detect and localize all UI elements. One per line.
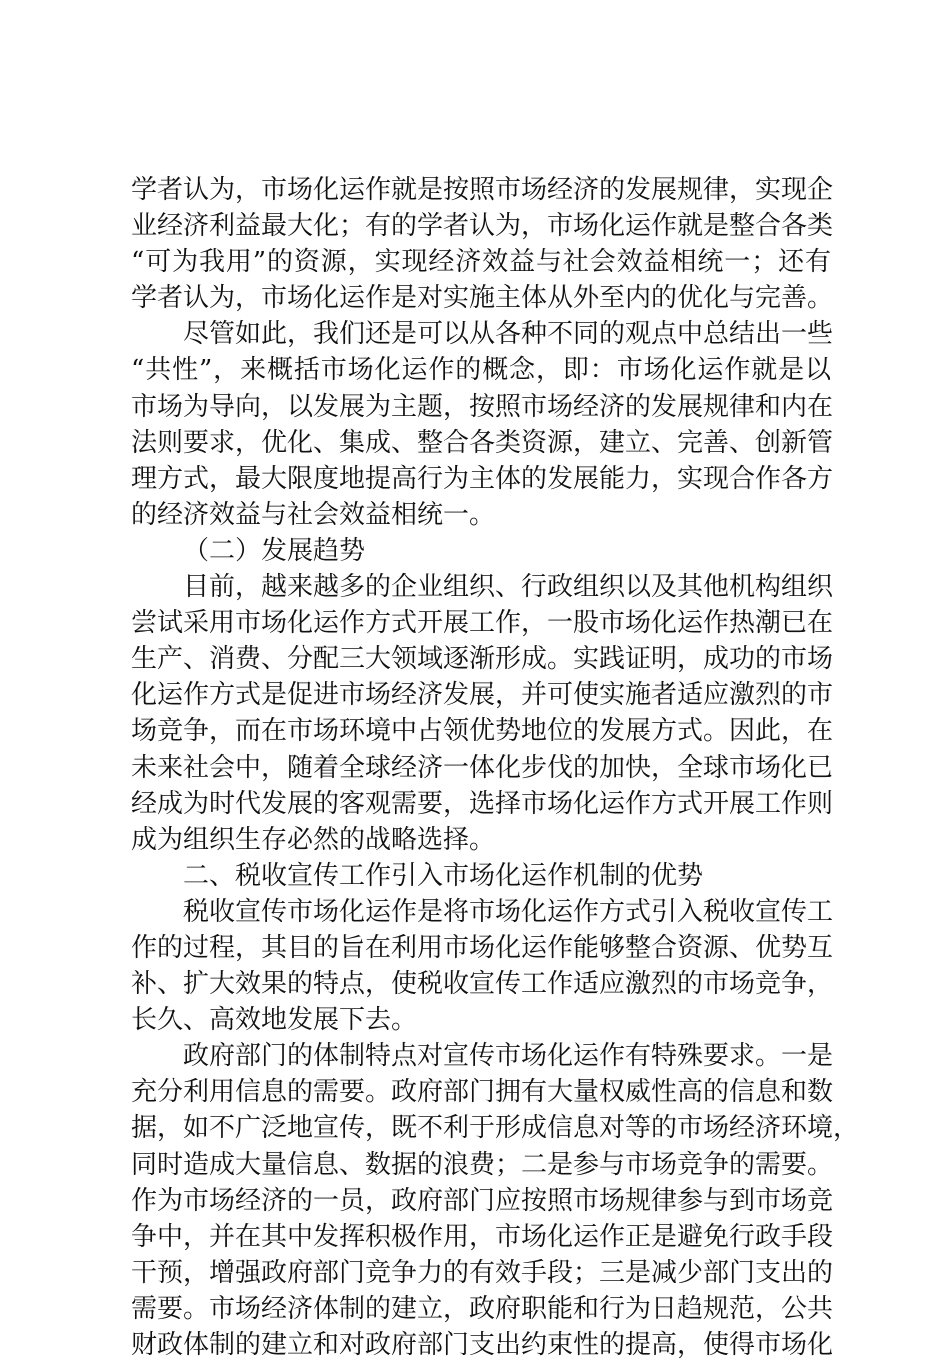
text-line: 理方式，最大限度地提高行为主体的发展能力，实现合作各方 <box>131 463 834 494</box>
text-line: 法则要求，优化、集成、整合各类资源，建立、完善、创新管 <box>131 427 834 458</box>
text-line: 争中，并在其中发挥积极作用，市场化运作正是避免行政手段 <box>131 1221 834 1252</box>
text-line: 充分利用信息的需要。政府部门拥有大量权威性高的信息和数 <box>131 1077 834 1108</box>
heading-text: 二、税收宣传工作引入市场化运作机制的优势 <box>183 860 704 891</box>
text-line: 据，如不广泛地宣传，既不利于形成信息对等的市场经济环境， <box>131 1113 860 1144</box>
section-heading <box>131 858 831 894</box>
text-line: “共性”，来概括市场化运作的概念，即：市场化运作就是以 <box>131 355 831 386</box>
text-line: 未来社会中，随着全球经济一体化步伐的加快，全球市场化已 <box>131 752 834 783</box>
text-line: 目前，越来越多的企业组织、行政组织以及其他机构组织 <box>183 572 834 603</box>
text-line: 市场为导向，以发展为主题，按照市场经济的发展规律和内在 <box>131 391 834 422</box>
text-line: 财政体制的建立和对政府部门支出约束性的提高，使得市场化 <box>131 1330 834 1360</box>
text-line: 生产、消费、分配三大领域逐渐形成。实践证明，成功的市场 <box>131 644 834 675</box>
paragraph <box>131 894 834 1038</box>
text-line: 同时造成大量信息、数据的浪费；二是参与市场竞争的需要。 <box>131 1149 834 1180</box>
text-line: 长久、高效地发展下去。 <box>131 1005 418 1036</box>
text-line: 政府部门的体制特点对宣传市场化运作有特殊要求。一是 <box>183 1041 834 1072</box>
section-heading <box>131 533 831 569</box>
text-line: 税收宣传市场化运作是将市场化运作方式引入税收宣传工 <box>183 896 834 927</box>
text-line: 作为市场经济的一员，政府部门应按照市场规律参与到市场竞 <box>131 1185 834 1216</box>
text-line: 经成为时代发展的客观需要，选择市场化运作方式开展工作则 <box>131 788 834 819</box>
text-line: 场竞争，而在市场环境中占领优势地位的发展方式。因此，在 <box>131 716 834 747</box>
document-body <box>131 172 860 1363</box>
heading-text: （二）发展趋势 <box>183 535 366 566</box>
text-line: 尽管如此，我们还是可以从各种不同的观点中总结出一些 <box>183 319 834 350</box>
text-line: 的经济效益与社会效益相统一。 <box>131 499 496 530</box>
text-line: 尝试采用市场化运作方式开展工作，一股市场化运作热潮已在 <box>131 608 834 639</box>
text-line: 作的过程，其目的旨在利用市场化运作能够整合资源、优势互 <box>131 932 834 963</box>
text-line: 业经济利益最大化；有的学者认为，市场化运作就是整合各类 <box>131 211 834 242</box>
paragraph <box>131 569 834 858</box>
paragraph <box>131 172 834 316</box>
text-line: “可为我用”的资源，实现经济效益与社会效益相统一；还有 <box>131 247 831 278</box>
text-line: 干预，增强政府部门竞争力的有效手段；三是减少部门支出的 <box>131 1257 834 1288</box>
text-line: 化运作方式是促进市场经济发展，并可使实施者适应激烈的市 <box>131 680 834 711</box>
text-line: 补、扩大效果的特点，使税收宣传工作适应激烈的市场竞争， <box>131 969 834 1000</box>
text-line: 学者认为，市场化运作就是按照市场经济的发展规律，实现企 <box>131 175 834 205</box>
paragraph <box>131 316 834 533</box>
text-line: 学者认为，市场化运作是对实施主体从外至内的优化与完善。 <box>131 283 834 314</box>
paragraph <box>131 1038 860 1363</box>
text-line: 成为组织生存必然的战略选择。 <box>131 824 496 855</box>
text-line: 需要。市场经济体制的建立，政府职能和行为日趋规范，公共 <box>131 1293 834 1324</box>
